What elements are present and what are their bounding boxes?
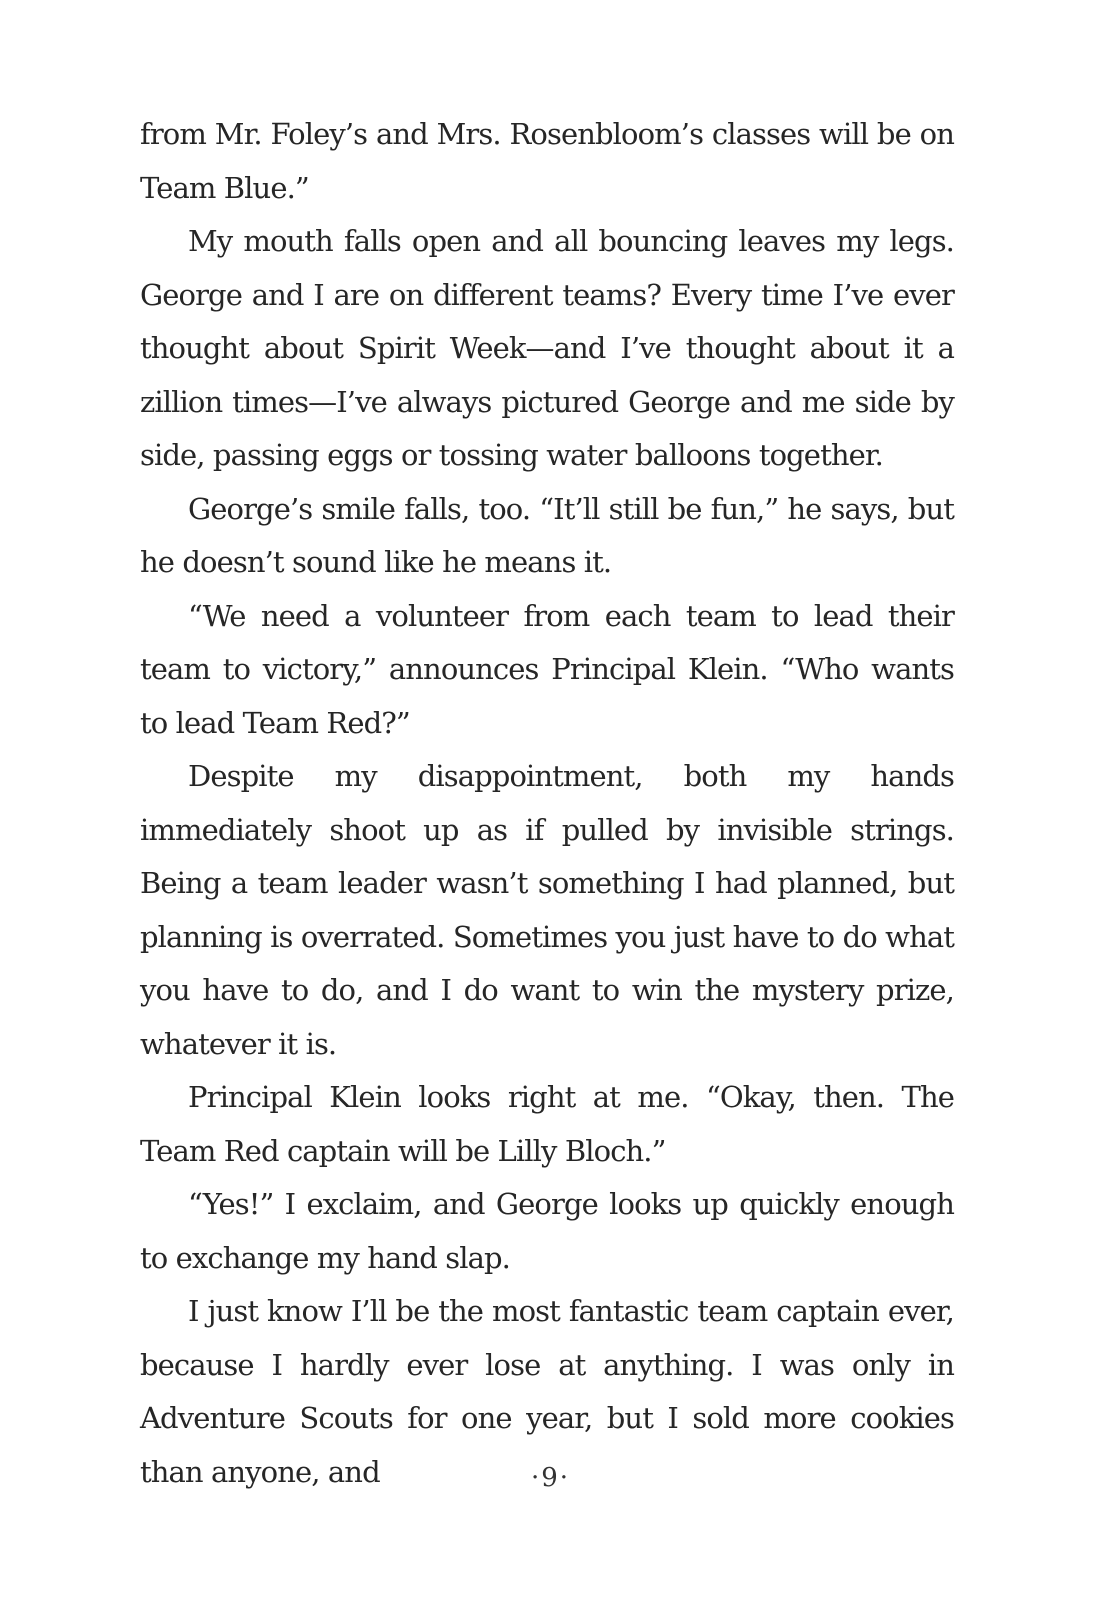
paragraph-7: “Yes!” I exclaim, and George looks up quickly enough to exchange my hand slap. [140,1187,954,1275]
paragraph-2: My mouth falls open and all bouncing leaves my legs. George and I are on different teams? Every time I’ve ever thought about Spirit Week—and I’ve thought about it a zillion times—I’ve always pictured George and me side by side, passing eggs or tossing water balloons together. [140,224,954,472]
paragraph-4: “We need a volunteer from each team to lead their team to victory,” announces Principal Klein. “Who wants to lead Team Red?” [140,598,954,740]
paragraph-8: I just know I’ll be the most fantastic team captain ever, because I hardly ever lose at anything. I was only in Adventure Scouts for one year, but I sold more cookies than anyone, and [140,1294,954,1489]
paragraph-5: Despite my disappointment, both my hands immediately shoot up as if pulled by invisible strings. Being a team leader wasn’t something I had planned, but planning is overrated. Sometimes you just have to do what you have to do, and I do want to win the mystery prize, whatever it is. [140,759,954,1061]
paragraph-1: from Mr. Foley’s and Mrs. Rosenbloom’s classes will be on Team Blue.” [140,117,954,205]
page-number: ·9· [530,1463,571,1493]
body-text [140,108,954,1499]
paragraph-6: Principal Klein looks right at me. “Okay, then. The Team Red captain will be Lilly Bloch.” [140,1080,954,1168]
paragraph-3: George’s smile falls, too. “It’ll still be fun,” he says, but he doesn’t sound like he means it. [140,491,954,579]
